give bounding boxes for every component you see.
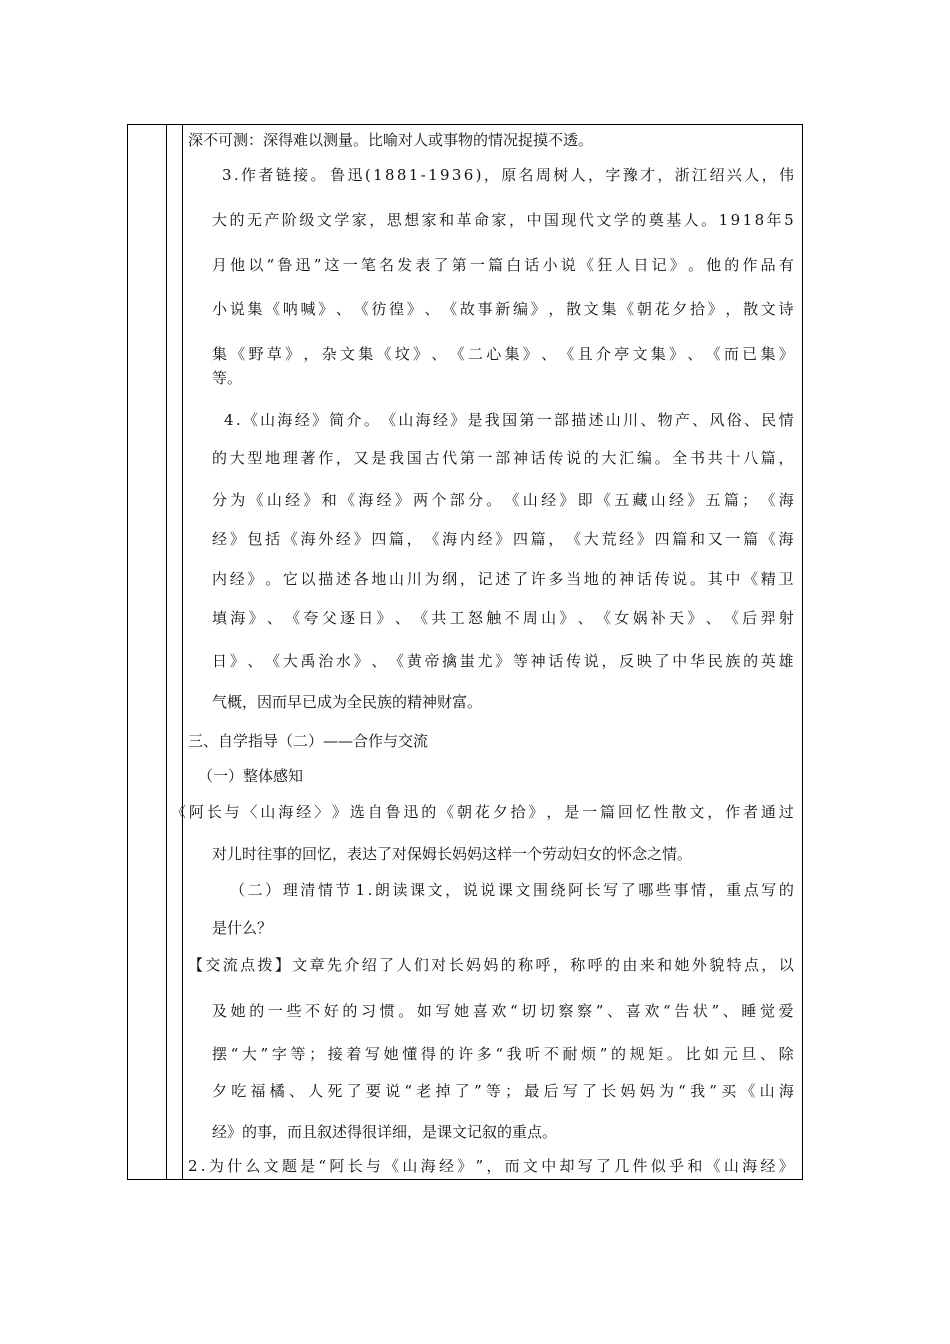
column-divider-2 bbox=[182, 125, 183, 1179]
text-line-author-5: 集 《 野 草 》 ， 杂 文 集 《 坟 》 、 《 二 心 集 》 、 《 且 介 亭 文 集 》 、 《 而 已 集 》 bbox=[212, 345, 794, 363]
text-line-definition: 深不可测：深得难以测量。比喻对人或事物的情况捉摸不透。 bbox=[188, 131, 594, 149]
section-heading-3: 三、自学指导（二）——合作与交流 bbox=[188, 732, 429, 750]
text-line-shanhaijing-1: 4 . 《 山 海 经 》 简 介 。 《 山 海 经 》 是 我 国 第 一 部 描 述 山 川 、 物 产 、 风 俗 、 民 情 bbox=[224, 411, 794, 429]
text-line-author-6: 等。 bbox=[212, 369, 243, 387]
text-line-discussion-1: 【 交 流 点 拨 】 文 章 先 介 绍 了 人 们 对 长 妈 妈 的 称 呼 ， 称 呼 的 由 来 和 她 外 貌 特 点 ， 以 bbox=[188, 956, 794, 974]
text-line-discussion-4: 夕 吃 福 橘 、 人 死 了 要 说 “ 老 掉 了 ” 等 ； 最 后 写 了 长 妈 妈 为 “ 我 ” 买 《 山 海 bbox=[212, 1082, 794, 1100]
text-line-shanhaijing-7: 日 》 、 《 大 禹 治 水 》 、 《 黄 帝 擒 蚩 尤 》 等 神 话 传 说 ， 反 映 了 中 华 民 族 的 英 雄 bbox=[212, 652, 794, 670]
text-line-author-3: 月 他 以 “ 鲁 迅 ” 这 一 笔 名 发 表 了 第 一 篇 白 话 小 说 《 狂 人 日 记 》 。 他 的 作 品 有 bbox=[212, 256, 794, 274]
text-line-overview-1: 《 阿 长 与 〈 山 海 经 〉 》 选 自 鲁 迅 的 《 朝 花 夕 拾 》 ， 是 一 篇 回 忆 性 散 文 ， 作 者 通 过 bbox=[171, 803, 794, 821]
text-line-shanhaijing-3: 分 为 《 山 经 》 和 《 海 经 》 两 个 部 分 。 《 山 经 》 即 《 五 藏 山 经 》 五 篇 ； 《 海 bbox=[212, 491, 794, 509]
text-line-shanhaijing-8: 气概，因而早已成为全民族的精神财富。 bbox=[212, 693, 483, 711]
text-line-overview-2: 对儿时往事的回忆，表达了对保姆长妈妈这样一个劳动妇女的怀念之情。 bbox=[212, 845, 693, 863]
text-line-shanhaijing-5: 内 经 》 。 它 以 描 述 各 地 山 川 为 纲 ， 记 述 了 许 多 当 地 的 神 话 传 说 。 其 中 《 精 卫 bbox=[212, 570, 794, 588]
text-line-author-2: 大 的 无 产 阶 级 文 学 家 ， 思 想 家 和 革 命 家 ， 中 国 现 代 文 学 的 奠 基 人 。 1 9 1 8 年 5 bbox=[212, 211, 794, 229]
text-line-shanhaijing-2: 的 大 型 地 理 著 作 ， 又 是 我 国 古 代 第 一 部 神 话 传 说 的 大 汇 编 。 全 书 共 十 八 篇 ， bbox=[212, 449, 794, 467]
text-line-discussion-5: 经》的事，而且叙述得很详细，是课文记叙的重点。 bbox=[212, 1123, 558, 1141]
text-line-author-1: 3 . 作 者 链 接 。 鲁 迅 ( 1 8 8 1 - 1 9 3 6 ) ， 原 名 周 树 人 ， 字 豫 才 ， 浙 江 绍 兴 人 ， 伟 bbox=[222, 166, 794, 184]
text-line-shanhaijing-4: 经 》 包 括 《 海 外 经 》 四 篇 ， 《 海 内 经 》 四 篇 ， 《 大 荒 经 》 四 篇 和 又 一 篇 《 海 bbox=[212, 530, 794, 548]
subsection-heading-1: （一）整体感知 bbox=[198, 767, 304, 785]
text-line-question-2: 2 . 为 什 么 文 题 是 “ 阿 长 与 《 山 海 经 》 ” ， 而 文 中 却 写 了 几 件 似 乎 和 《 山 海 经 》 bbox=[188, 1157, 794, 1175]
text-line-plot-1: （ 二 ） 理 清 情 节 1 . 朗 读 课 文 ， 说 说 课 文 围 绕 阿 长 写 了 哪 些 事 情 ， 重 点 写 的 bbox=[230, 881, 794, 899]
text-line-discussion-3: 摆 “ 大 ” 字 等 ； 接 着 写 她 懂 得 的 许 多 “ 我 听 不 耐 烦 ” 的 规 矩 。 比 如 元 旦 、 除 bbox=[212, 1045, 794, 1063]
column-divider-1 bbox=[166, 125, 167, 1179]
text-line-plot-2: 是什么？ bbox=[212, 919, 273, 937]
text-line-discussion-2: 及 她 的 一 些 不 好 的 习 惯 。 如 写 她 喜 欢 “ 切 切 察 察 ” 、 喜 欢 “ 告 状 ” 、 睡 觉 爱 bbox=[212, 1002, 794, 1020]
text-line-shanhaijing-6: 填 海 》 、 《 夸 父 逐 日 》 、 《 共 工 怒 触 不 周 山 》 、 《 女 娲 补 天 》 、 《 后 羿 射 bbox=[212, 609, 794, 627]
text-line-author-4: 小 说 集 《 呐 喊 》 、 《 彷 徨 》 、 《 故 事 新 编 》 ， 散 文 集 《 朝 花 夕 拾 》 ， 散 文 诗 bbox=[212, 300, 794, 318]
